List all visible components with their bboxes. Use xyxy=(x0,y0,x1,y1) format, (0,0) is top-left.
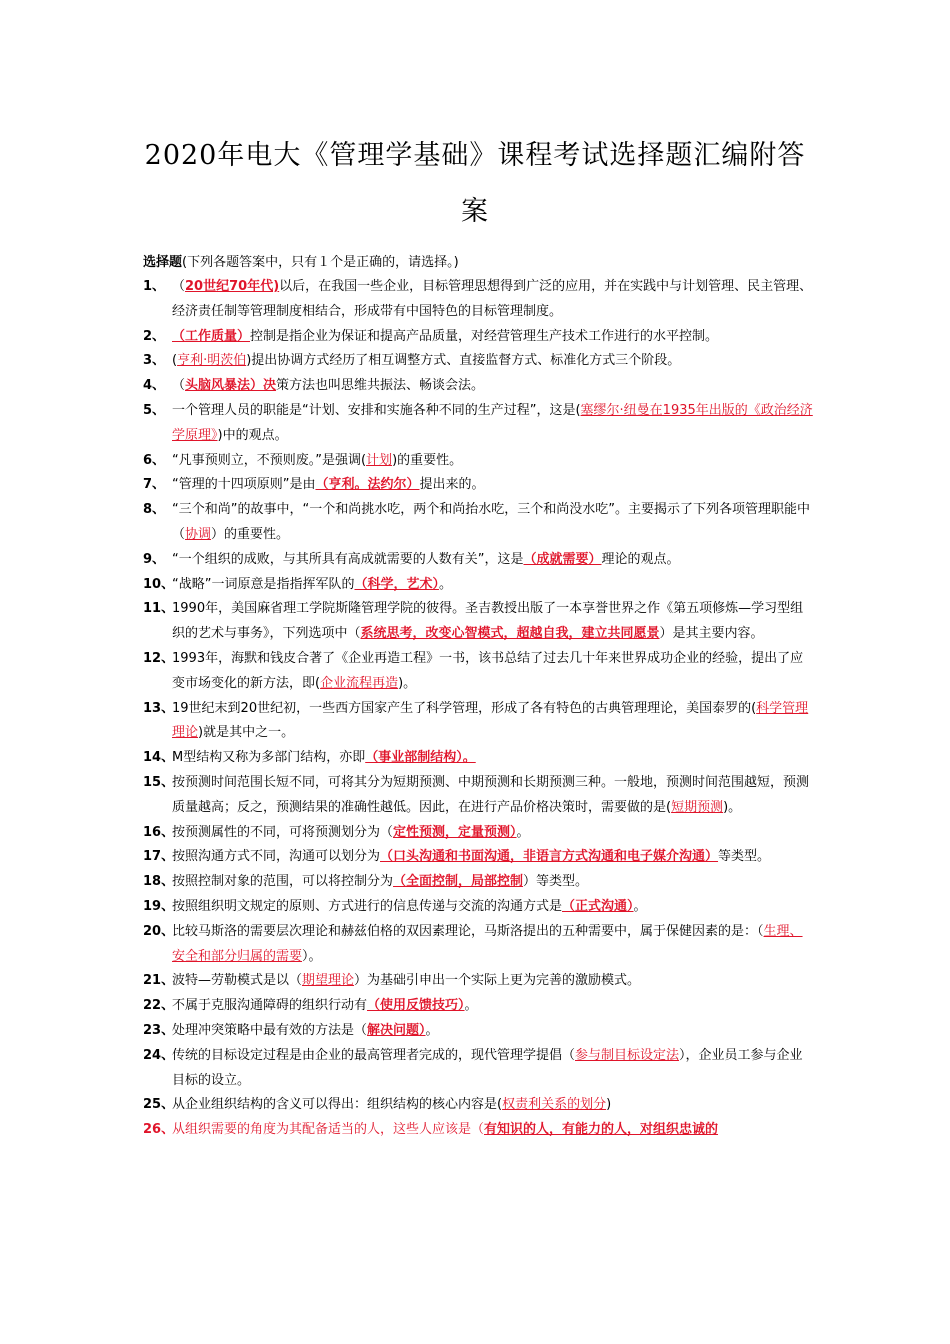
question-text-after: 。 xyxy=(633,898,647,914)
question-item xyxy=(143,771,815,821)
question-item xyxy=(143,920,815,970)
question-text-after: 提出来的。 xyxy=(419,477,485,493)
question-number: 8、 xyxy=(143,502,166,518)
question-item xyxy=(143,597,815,647)
question-text-before: 按照沟通方式不同，沟通可以划分为 xyxy=(172,849,381,865)
question-text-after: 策方法也叫思维共振法、畅谈会法。 xyxy=(276,378,485,394)
answer-text: 亨利·明茨伯 xyxy=(177,353,247,369)
question-item xyxy=(143,374,815,399)
question-number: 11、 xyxy=(143,601,175,617)
answer-text: （成就需要） xyxy=(523,551,602,567)
answer-text: （口头沟通和书面沟通，非语言方式沟通和电子媒介沟通） xyxy=(380,849,719,865)
answer-text: （事业部制结构）。 xyxy=(365,750,476,766)
question-number: 9、 xyxy=(143,551,166,567)
question-text-after: ) xyxy=(606,1097,612,1113)
question-number: 13、 xyxy=(143,700,175,716)
question-text-before: M型结构又称为多部门结构，亦即 xyxy=(172,750,366,766)
answer-text: 解决问题） xyxy=(367,1022,426,1038)
question-item xyxy=(143,548,815,573)
question-text-before: 从企业组织结构的含义可以得出：组织结构的核心内容是( xyxy=(172,1097,503,1113)
section-instruction: (下列各题答案中，只有１个是正确的，请选择。) xyxy=(182,255,459,270)
question-text-after: )就是其中之一。 xyxy=(198,725,295,741)
question-item xyxy=(143,895,815,920)
question-text-before: 处理冲突策略中最有效的方法是（ xyxy=(172,1022,368,1038)
question-text-after: 。 xyxy=(516,824,530,840)
question-number: 20、 xyxy=(143,923,175,939)
answer-text: 期望理论 xyxy=(302,973,355,989)
question-text-before: 从组织需要的角度为其配备适当的人，这些人应该是（ xyxy=(172,1122,485,1138)
question-text-after: )。 xyxy=(398,675,417,691)
answer-text: （亨利。法约尔） xyxy=(315,477,420,493)
question-number: 22、 xyxy=(143,998,175,1014)
question-text-after: ）的重要性。 xyxy=(211,526,290,542)
answer-text: 塞缪尔·纽曼在1935年出版的《政治经济学原理》 xyxy=(172,402,813,443)
question-text-before: 按预测属性的不同，可将预测划分为（ xyxy=(172,824,394,840)
question-text-before: 1990年，美国麻省理工学院斯隆管理学院的彼得。圣吉教授出版了一本享誉世界之作《第五项修炼—学习型组织的艺术与事务》，下列选项中（ xyxy=(172,601,804,642)
question-text-after: ），企业员工参与企业目标的设立。 xyxy=(172,1047,803,1088)
question-text-after: )。 xyxy=(723,799,742,815)
question-number: 19、 xyxy=(143,898,175,914)
question-text-after: 。 xyxy=(439,576,453,592)
question-text-after: )的重要性。 xyxy=(392,452,463,468)
question-number: 25、 xyxy=(143,1097,175,1113)
question-text-after: 控制是指企业为保证和提高产品质量，对经营管理生产技术工作进行的水平控制。 xyxy=(250,328,719,344)
answer-text: 参与制目标设定法 xyxy=(575,1047,680,1063)
question-text-after: ）等类型。 xyxy=(523,874,589,890)
question-text-after: 等类型。 xyxy=(718,849,771,865)
section-label: 选择题 xyxy=(143,255,183,270)
question-text-after: 。 xyxy=(464,998,478,1014)
question-text-before: 一个管理人员的职能是“计划、安排和实施各种不同的生产过程”，这是( xyxy=(172,402,581,418)
answer-text: 有知识的人，有能力的人，对组织忠诚的 xyxy=(484,1122,719,1138)
question-item xyxy=(143,647,815,697)
question-text-before: “三个和尚”的故事中，“一个和尚挑水吃，两个和尚抬水吃，三个和尚没水吃”。主要揭示了下列各项管理职能中（ xyxy=(172,502,810,542)
question-item xyxy=(143,349,815,374)
question-item xyxy=(143,399,815,449)
question-text-before: “一个组织的成败，与其所具有高成就需要的人数有关”，这是 xyxy=(172,551,524,567)
question-item xyxy=(143,498,815,548)
section-intro xyxy=(143,250,815,275)
question-item xyxy=(143,697,815,747)
question-text-after: )提出协调方式经历了相互调整方式、直接监督方式、标准化方式三个阶段。 xyxy=(246,353,681,369)
question-text-after: ）是其主要内容。 xyxy=(659,626,764,642)
question-item xyxy=(143,275,815,325)
question-text-before: “凡事预则立，不预则废。”是强调( xyxy=(172,452,367,468)
question-item xyxy=(143,325,815,350)
question-text-before: 按照组织明文规定的原则、方式进行的信息传递与交流的沟通方式是 xyxy=(172,898,563,914)
question-text-before: ( xyxy=(172,353,178,369)
question-text-before: （ xyxy=(172,378,186,394)
question-item xyxy=(143,1093,815,1118)
question-item xyxy=(143,746,815,771)
question-text-before: 传统的目标设定过程是由企业的最高管理者完成的，现代管理学提倡（ xyxy=(172,1047,576,1063)
question-item xyxy=(143,821,815,846)
answer-text: 系统思考，改变心智模式，超越自我，建立共同愿景 xyxy=(360,626,660,642)
question-text-after: 以后，在我国一些企业，目标管理思想得到广泛的应用，并在实践中与计划管理、民主管理、经济责任制等管理制度相结合，形成带有中国特色的目标管理制度。 xyxy=(172,279,813,319)
question-item xyxy=(143,449,815,474)
question-number: 12、 xyxy=(143,650,175,666)
question-number: 17、 xyxy=(143,849,175,865)
answer-text: 短期预测 xyxy=(671,799,724,815)
answer-text: 定性预测，定量预测） xyxy=(393,824,517,840)
answer-text: 协调 xyxy=(185,526,212,542)
question-text-before: “管理的十四项原则”是由 xyxy=(172,477,316,493)
question-number: 3、 xyxy=(143,353,166,369)
question-item xyxy=(143,969,815,994)
question-item xyxy=(143,1044,815,1094)
question-text-before: 1993年，海默和钱皮合著了《企业再造工程》一书，该书总结了过去几十年来世界成功企业的经验，提出了应变市场变化的新方法，即( xyxy=(172,650,804,691)
question-item xyxy=(143,1019,815,1044)
question-text-after: )中的观点。 xyxy=(217,427,288,443)
question-number: 14、 xyxy=(143,750,175,766)
question-number: 1、 xyxy=(143,279,166,294)
title-line-1: 2020年电大《管理学基础》课程考试选择题汇编附答 xyxy=(144,140,806,171)
question-text-before: “战略”一词原意是指指挥军队的 xyxy=(172,576,355,592)
answer-text: （全面控制，局部控制 xyxy=(393,874,524,890)
answer-text: （使用反馈技巧） xyxy=(367,998,465,1014)
title-line-2: 案 xyxy=(461,196,489,227)
answer-text: 生理、安全和部分归属的需要 xyxy=(172,923,803,964)
question-number: 21、 xyxy=(143,973,175,989)
answer-text: 权责利关系的划分 xyxy=(502,1097,607,1113)
question-text-before: 比较马斯洛的需要层次理论和赫兹伯格的双因素理论，马斯洛提出的五种需要中，属于保健因素的是：（ xyxy=(172,923,764,939)
question-number: 23、 xyxy=(143,1022,175,1038)
question-text-before: 19世纪末到20世纪初，一些西方国家产生了科学管理，形成了各有特色的古典管理理论，美国泰罗的( xyxy=(172,700,757,716)
question-item xyxy=(143,573,815,598)
question-number: 10、 xyxy=(143,576,175,592)
question-number: 24、 xyxy=(143,1047,175,1063)
question-item xyxy=(143,870,815,895)
answer-text: （科学，艺术） xyxy=(354,576,439,592)
question-item xyxy=(143,994,815,1019)
answer-text: 计划 xyxy=(366,452,393,468)
question-text-before: 按预测时间范围长短不同，可将其分为短期预测、中期预测和长期预测三种。一般地，预测时间范围越短，预测质量越高；反之，预测结果的准确性越低。因此，在进行产品价格决策时，需要做的是( xyxy=(172,774,810,815)
question-number: 26、 xyxy=(143,1122,175,1138)
question-text-before: 波特—劳勒模式是以（ xyxy=(172,973,303,989)
document-title xyxy=(100,128,850,240)
question-number: 16、 xyxy=(143,824,175,840)
answer-text: 20世纪70年代) xyxy=(185,279,280,294)
question-number: 4、 xyxy=(143,378,166,394)
question-text-before: 不属于克服沟通障碍的组织行动有 xyxy=(172,998,368,1014)
question-number: 5、 xyxy=(143,402,166,418)
question-list xyxy=(143,250,815,1143)
answer-text: 企业流程再造 xyxy=(320,675,399,691)
question-text-before: （ xyxy=(172,279,186,294)
question-number: 18、 xyxy=(143,874,175,890)
answer-text: 科学管理理论 xyxy=(172,700,809,741)
question-text-after: ）为基础引申出一个实际上更为完善的激励模式。 xyxy=(354,973,641,989)
question-text-after: 。 xyxy=(425,1022,439,1038)
question-number: 15、 xyxy=(143,774,175,790)
question-item xyxy=(143,473,815,498)
question-number: 7、 xyxy=(143,477,166,493)
question-item xyxy=(143,845,815,870)
question-item xyxy=(143,1118,815,1143)
question-text-before: 按照控制对象的范围，可以将控制分为 xyxy=(172,874,394,890)
answer-text: （工作质量） xyxy=(172,328,251,344)
question-text-after: 理论的观点。 xyxy=(601,551,680,567)
question-text-after: ）。 xyxy=(302,948,322,964)
answer-text: （正式沟通） xyxy=(562,898,634,914)
question-number: 2、 xyxy=(143,328,166,344)
answer-text: 头脑风暴法）决 xyxy=(185,378,277,394)
question-number: 6、 xyxy=(143,452,166,468)
